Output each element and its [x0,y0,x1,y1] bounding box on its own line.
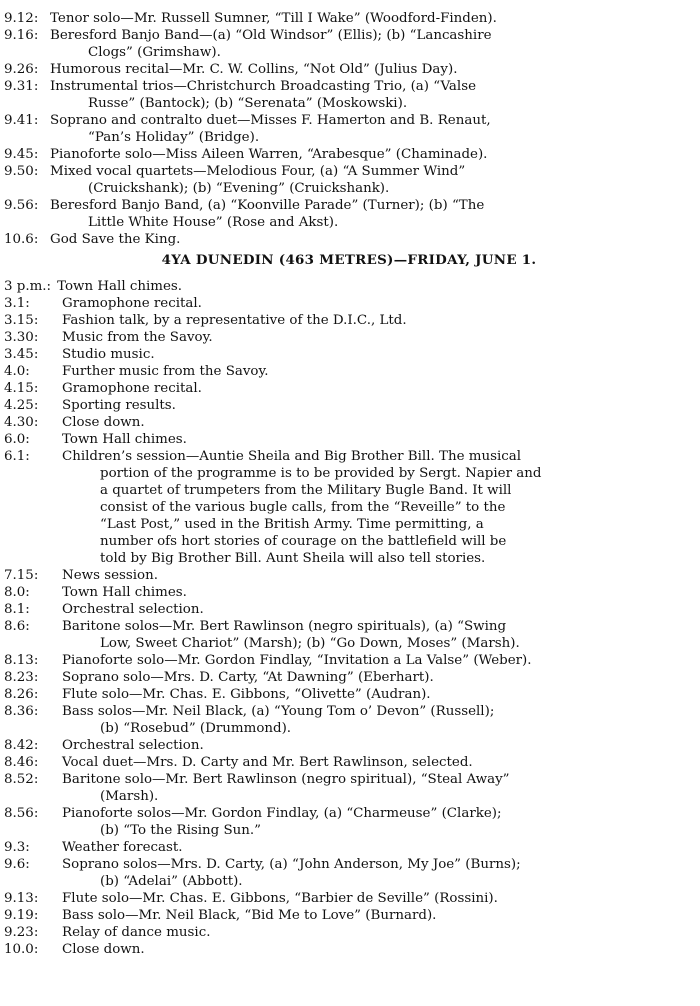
programme-entry [4,380,694,397]
programme-entry [4,669,694,686]
entry-description [50,146,694,163]
entry-line: Orchestral selection. [62,602,204,617]
entry-time: 8.23: [4,670,39,685]
programme-entry [4,78,694,112]
programme-entry [4,61,694,78]
programme-entry [4,431,694,448]
entry-time: 8.6: [4,619,30,634]
programme-entry [4,856,694,890]
entry-time: 8.1: [4,602,30,617]
entry-description [50,197,694,231]
entry-continuation-line: (b) “Adelai” (Abbott). [100,874,243,889]
entry-line: Further music from the Savoy. [62,364,269,379]
entry-description [62,431,694,448]
programme-column [4,10,694,958]
entry-time: 9.19: [4,908,39,923]
entry-line: Fashion talk, by a representative of the D.I.C., Ltd. [62,313,407,328]
entry-time: 4.30: [4,415,39,430]
christchurch-programme-tail [4,10,694,248]
entry-line: Soprano solos—Mrs. D. Carty, (a) “John Anderson, My Joe” (Burns); [62,857,521,872]
entry-description [62,754,694,771]
entry-continuation-line: told by Big Brother Bill. Aunt Sheila will also tell stories. [100,551,486,566]
entry-time: 9.13: [4,891,39,906]
entry-description [50,231,694,248]
entry-continuation-line: consist of the various bugle calls, from the “Reveille” to the [100,500,506,515]
entry-time: 8.26: [4,687,39,702]
entry-line: Instrumental trios—Christchurch Broadcasting Trio, (a) “Valse [50,79,476,94]
entry-continuation-line: portion of the programme is to be provided by Sergt. Napier and [100,466,542,481]
entry-time: 9.16: [4,28,39,43]
entry-time: 3.30: [4,330,39,345]
entry-line: Sporting results. [62,398,176,413]
programme-entry [4,839,694,856]
entry-time: 9.56: [4,198,39,213]
programme-entry [4,754,694,771]
entry-description [62,618,694,652]
entry-time: 3.1: [4,296,30,311]
entry-continuation-line: Little White House” (Rose and Akst). [88,215,339,230]
entry-line: Soprano solo—Mrs. D. Carty, “At Dawning” (Eberhart). [62,670,434,685]
entry-description [62,652,694,669]
entry-line: Town Hall chimes. [62,432,187,447]
entry-line: News session. [62,568,158,583]
programme-entry [4,27,694,61]
entry-time: 9.3: [4,840,30,855]
entry-line: Flute solo—Mr. Chas. E. Gibbons, “Barbier de Seville” (Rossini). [62,891,498,906]
entry-line: Baritone solos—Mr. Bert Rawlinson (negro spirituals), (a) “Swing [62,619,507,634]
dunedin-programme [4,278,694,958]
entry-line: Pianoforte solo—Miss Aileen Warren, “Arabesque” (Chaminade). [50,147,488,162]
entry-description [62,363,694,380]
entry-line: Gramophone recital. [62,296,202,311]
programme-entry [4,907,694,924]
entry-time: 9.45: [4,147,39,162]
programme-entry [4,805,694,839]
entry-continuation-line: Low, Sweet Chariot” (Marsh); (b) “Go Down, Moses” (Marsh). [100,636,520,651]
entry-line: Bass solos—Mr. Neil Black, (a) “Young Tom o’ Devon” (Russell); [62,704,495,719]
entry-time: 4.15: [4,381,39,396]
entry-time: 8.46: [4,755,39,770]
entry-description [62,924,694,941]
entry-description [62,839,694,856]
programme-entry [4,703,694,737]
programme-entry [4,618,694,652]
entry-description [62,567,694,584]
programme-entry [4,771,694,805]
entry-line: Close down. [62,415,145,430]
entry-time: 9.23: [4,925,39,940]
entry-line: Pianoforte solo—Mr. Gordon Findlay, “Invitation a La Valse” (Weber). [62,653,532,668]
entry-time: 8.0: [4,585,30,600]
programme-entry [4,278,694,295]
station-heading: 4YA DUNEDIN (463 METRES)—FRIDAY, JUNE 1. [161,252,537,268]
programme-entry [4,329,694,346]
entry-line: God Save the King. [50,232,181,247]
entry-description [62,669,694,686]
entry-description [62,686,694,703]
entry-line: Flute solo—Mr. Chas. E. Gibbons, “Olivette” (Audran). [62,687,431,702]
entry-line: Studio music. [62,347,155,362]
entry-time: 9.31: [4,79,39,94]
entry-line: Vocal duet—Mrs. D. Carty and Mr. Bert Rawlinson, selected. [62,755,473,770]
entry-continuation-line: a quartet of trumpeters from the Military Bugle Band. It will [100,483,512,498]
entry-description [62,771,694,805]
programme-entry [4,295,694,312]
programme-entry [4,890,694,907]
programme-entry [4,163,694,197]
entry-time: 8.56: [4,806,39,821]
entry-description [62,601,694,618]
entry-line: Humorous recital—Mr. C. W. Collins, “Not Old” (Julius Day). [50,62,458,77]
entry-description [62,584,694,601]
programme-entry [4,197,694,231]
entry-time: 4.0: [4,364,30,379]
entry-description [62,380,694,397]
entry-time: 9.12: [4,11,39,26]
entry-time: 4.25: [4,398,39,413]
entry-time: 8.52: [4,772,39,787]
programme-entry [4,414,694,431]
entry-description [62,295,694,312]
programme-entry [4,112,694,146]
entry-time: 9.41: [4,113,39,128]
entry-line: Soprano and contralto duet—Misses F. Hamerton and B. Renaut, [50,113,491,128]
entry-description [62,312,694,329]
entry-time: 7.15: [4,568,39,583]
entry-continuation-line: number ofs hort stories of courage on the battlefield will be [100,534,507,549]
entry-description [57,278,694,295]
entry-continuation-line: Russe” (Bantock); (b) “Serenata” (Moskowski). [88,96,408,111]
programme-entry [4,10,694,27]
programme-entry [4,231,694,248]
entry-line: Weather forecast. [62,840,183,855]
entry-line: Bass solo—Mr. Neil Black, “Bid Me to Love” (Burnard). [62,908,437,923]
entry-line: Town Hall chimes. [57,279,183,294]
entry-description [50,78,694,112]
entry-description [62,890,694,907]
entry-description [62,703,694,737]
entry-line: Orchestral selection. [62,738,204,753]
programme-entry [4,652,694,669]
programme-entry [4,737,694,754]
entry-line: Music from the Savoy. [62,330,213,345]
entry-line: Close down. [62,942,145,957]
entry-continuation-line: (Marsh). [100,789,159,804]
entry-line: Relay of dance music. [62,925,211,940]
entry-line: Mixed vocal quartets—Melodious Four, (a) “A Summer Wind” [50,164,466,179]
entry-line: Gramophone recital. [62,381,202,396]
entry-description [62,397,694,414]
entry-time: 3.15: [4,313,39,328]
entry-time: 9.50: [4,164,39,179]
entry-time: 9.26: [4,62,39,77]
entry-description [62,805,694,839]
entry-line: Tenor solo—Mr. Russell Sumner, “Till I Wake” (Woodford-Finden). [50,11,497,26]
entry-time: 3.45: [4,347,39,362]
entry-description [62,329,694,346]
entry-description [62,448,694,567]
entry-description [50,10,694,27]
entry-line: Beresford Banjo Band—(a) “Old Windsor” (Ellis); (b) “Lancashire [50,28,492,43]
entry-continuation-line: (b) “To the Rising Sun.” [100,823,262,838]
entry-time: 6.1: [4,449,30,464]
entry-time: 8.36: [4,704,39,719]
programme-entry [4,941,694,958]
entry-time: 10.0: [4,942,39,957]
programme-entry [4,346,694,363]
programme-entry [4,686,694,703]
entry-continuation-line: Clogs” (Grimshaw). [88,45,221,60]
programme-entry [4,601,694,618]
entry-continuation-line: (b) “Rosebud” (Drummond). [100,721,292,736]
programme-entry [4,146,694,163]
programme-entry [4,363,694,380]
entry-description [50,61,694,78]
entry-time: 10.6: [4,232,39,247]
entry-description [62,856,694,890]
entry-description [50,112,694,146]
programme-entry [4,448,694,567]
entry-line: Children’s session—Auntie Sheila and Big Brother Bill. The musical [62,449,521,464]
entry-line: Pianoforte solos—Mr. Gordon Findlay, (a) “Charmeuse” (Clarke); [62,806,502,821]
entry-time: 6.0: [4,432,30,447]
entry-continuation-line: “Last Post,” used in the British Army. Time permitting, a [100,517,484,532]
programme-entry [4,924,694,941]
entry-time: 8.42: [4,738,39,753]
entry-continuation-line: “Pan’s Holiday” (Bridge). [88,130,260,145]
programme-entry [4,584,694,601]
entry-line: Town Hall chimes. [62,585,187,600]
entry-description [62,941,694,958]
entry-description [62,414,694,431]
entry-description [62,907,694,924]
entry-time: 3 p.m.: [4,279,52,294]
programme-entry [4,567,694,584]
entry-continuation-line: (Cruickshank); (b) “Evening” (Cruickshank). [88,181,390,196]
entry-time: 8.13: [4,653,39,668]
programme-entry [4,312,694,329]
programme-entry [4,397,694,414]
entry-description [62,737,694,754]
entry-line: Baritone solo—Mr. Bert Rawlinson (negro spiritual), “Steal Away” [62,772,510,787]
entry-line: Beresford Banjo Band, (a) “Koonville Parade” (Turner); (b) “The [50,198,485,213]
entry-description [62,346,694,363]
entry-description [50,27,694,61]
entry-time: 9.6: [4,857,30,872]
entry-description [50,163,694,197]
